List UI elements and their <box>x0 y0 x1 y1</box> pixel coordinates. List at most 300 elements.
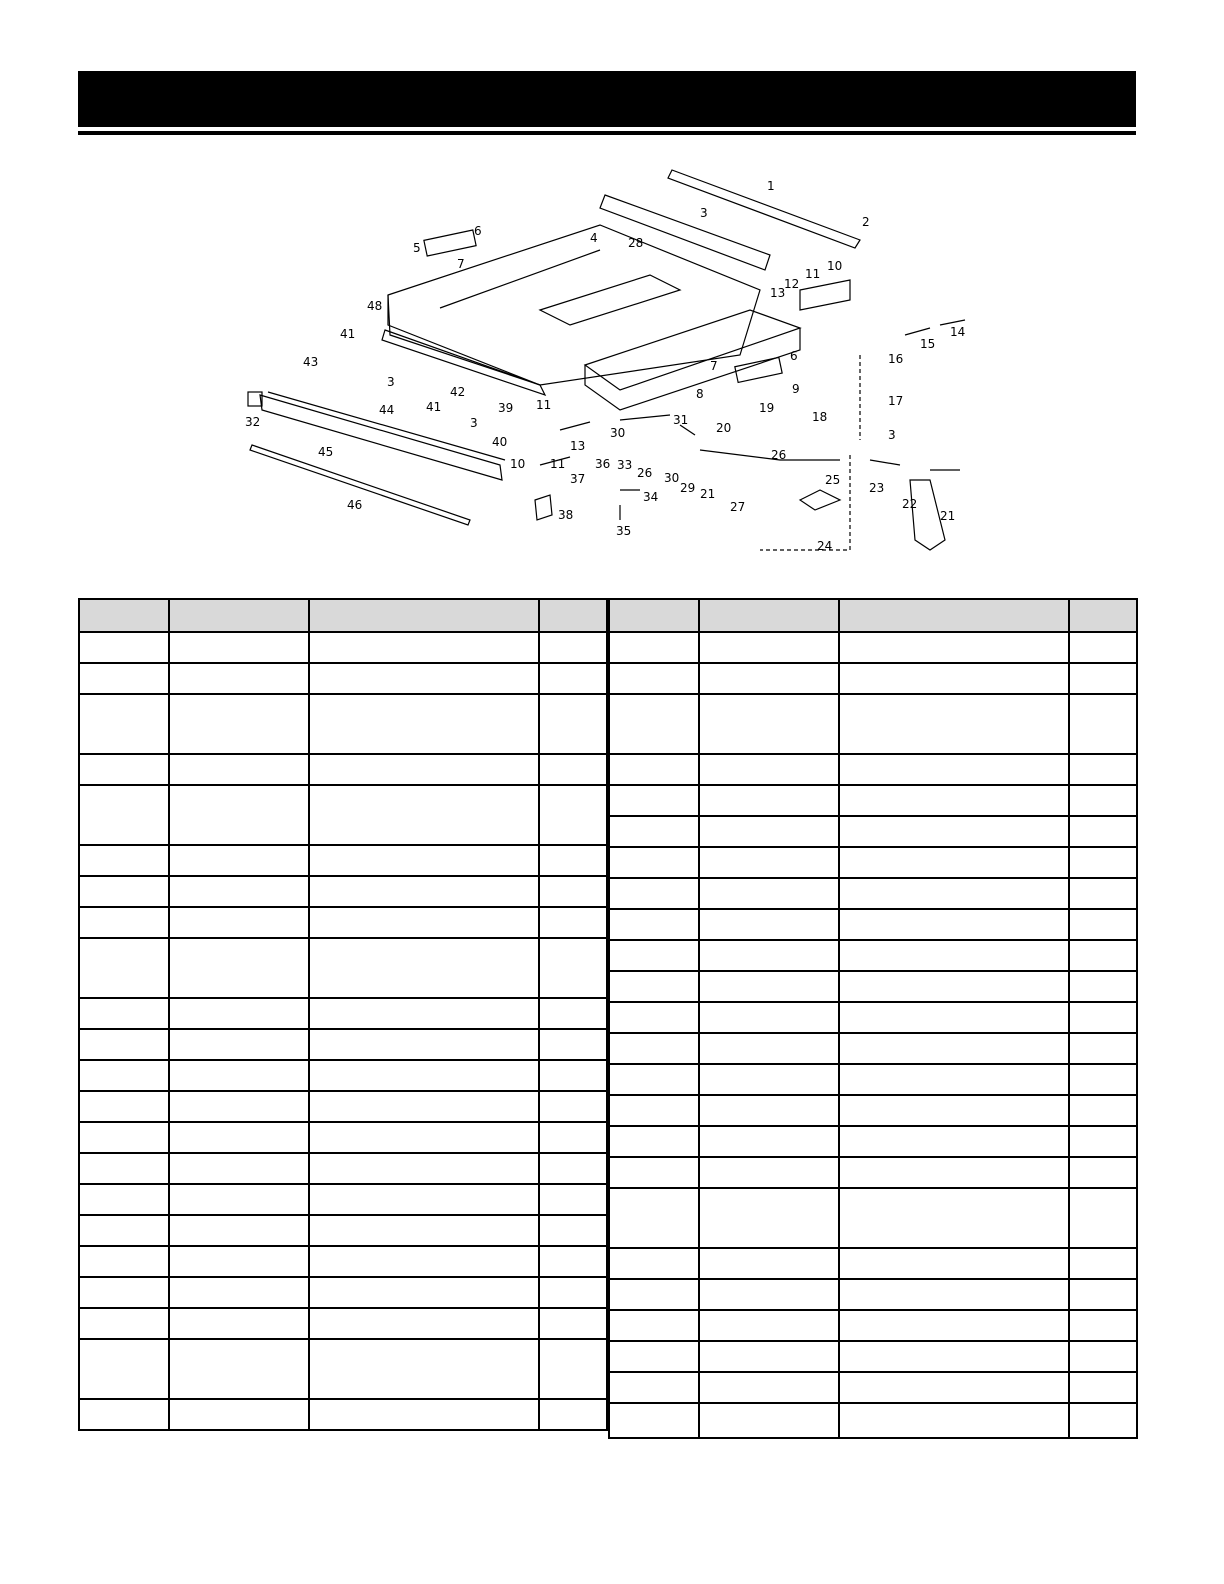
table-cell <box>699 1403 839 1438</box>
table-cell <box>699 940 839 971</box>
table-cell <box>309 1215 539 1246</box>
table-cell <box>539 876 607 907</box>
callout-8: 8 <box>696 387 704 401</box>
table-cell <box>699 1279 839 1310</box>
callout-46: 46 <box>347 498 363 512</box>
callout-5: 5 <box>413 241 421 255</box>
table-cell <box>699 754 839 785</box>
table-cell <box>309 785 539 845</box>
table-cell <box>1069 1064 1137 1095</box>
table-cell <box>79 938 169 998</box>
table-row <box>79 754 607 785</box>
table-row <box>79 1122 607 1153</box>
callout-45: 45 <box>318 445 334 459</box>
table-cell <box>839 940 1069 971</box>
callout-38: 38 <box>558 508 574 522</box>
table-cell <box>309 1339 539 1399</box>
table-cell <box>839 1248 1069 1279</box>
table-cell <box>839 1033 1069 1064</box>
table-cell <box>839 1188 1069 1248</box>
table-cell <box>539 998 607 1029</box>
table-cell <box>79 663 169 694</box>
table-cell <box>1069 1279 1137 1310</box>
parts-list-left <box>78 598 608 1431</box>
table-row <box>79 1029 607 1060</box>
table-cell <box>169 694 309 754</box>
table-cell <box>1069 1033 1137 1064</box>
table-row <box>609 1126 1137 1157</box>
callout-32: 32 <box>245 415 261 429</box>
table-cell <box>839 663 1069 694</box>
table-cell <box>699 847 839 878</box>
table-cell <box>1069 632 1137 663</box>
table-row <box>79 845 607 876</box>
callout-6b: 6 <box>790 349 798 363</box>
table-cell <box>839 909 1069 940</box>
table-cell <box>309 938 539 998</box>
callout-20: 20 <box>716 421 732 435</box>
table-cell <box>539 1246 607 1277</box>
table-cell <box>1069 878 1137 909</box>
callout-18: 18 <box>812 410 828 424</box>
table-cell <box>699 1033 839 1064</box>
table-cell <box>539 632 607 663</box>
callout-48: 48 <box>367 299 383 313</box>
table-cell <box>169 663 309 694</box>
table-row <box>79 1060 607 1091</box>
table-cell <box>1069 971 1137 1002</box>
callout-44: 44 <box>379 403 395 417</box>
table-cell <box>309 1122 539 1153</box>
callout-34: 34 <box>643 490 659 504</box>
table-cell <box>79 1029 169 1060</box>
table-row <box>79 632 607 663</box>
header-cell <box>699 599 839 632</box>
table-row <box>79 694 607 754</box>
callout-10: 10 <box>827 259 843 273</box>
table-cell <box>1069 1403 1137 1438</box>
table-row <box>609 694 1137 754</box>
table-cell <box>1069 1002 1137 1033</box>
table-cell <box>699 1372 839 1403</box>
table-cell <box>79 632 169 663</box>
table-cell <box>699 1188 839 1248</box>
table-cell <box>309 1308 539 1339</box>
callout-31: 31 <box>673 413 689 427</box>
table-cell <box>839 1279 1069 1310</box>
table-cell <box>699 663 839 694</box>
table-cell <box>539 1215 607 1246</box>
table-cell <box>539 1029 607 1060</box>
table-cell <box>609 663 699 694</box>
table-cell <box>699 694 839 754</box>
table-cell <box>839 1002 1069 1033</box>
table-cell <box>699 1064 839 1095</box>
table-cell <box>539 663 607 694</box>
table-cell <box>839 1157 1069 1188</box>
table-cell <box>539 1308 607 1339</box>
table-cell <box>309 1091 539 1122</box>
table-cell <box>79 1308 169 1339</box>
table-cell <box>1069 940 1137 971</box>
table-cell <box>1069 1310 1137 1341</box>
table-row <box>79 1153 607 1184</box>
callout-11c: 11 <box>550 457 566 471</box>
table-row <box>79 1215 607 1246</box>
table-cell <box>839 1064 1069 1095</box>
table-cell <box>699 1002 839 1033</box>
table-row <box>79 1246 607 1277</box>
table-cell <box>699 1157 839 1188</box>
table-cell <box>79 998 169 1029</box>
table-row <box>609 940 1137 971</box>
table-cell <box>699 1126 839 1157</box>
table-cell <box>79 1184 169 1215</box>
table-cell <box>839 1372 1069 1403</box>
table-cell <box>839 1126 1069 1157</box>
table-cell <box>79 694 169 754</box>
table-cell <box>609 1095 699 1126</box>
table-cell <box>699 816 839 847</box>
table-cell <box>609 847 699 878</box>
table-row <box>609 816 1137 847</box>
table-cell <box>1069 1126 1137 1157</box>
table-cell <box>169 1029 309 1060</box>
callout-11: 11 <box>805 267 821 281</box>
callout-3: 3 <box>700 206 708 220</box>
table-cell <box>1069 1341 1137 1372</box>
table-cell <box>609 1248 699 1279</box>
table-cell <box>609 878 699 909</box>
table-row <box>609 1033 1137 1064</box>
exploded-parts-diagram <box>240 160 980 560</box>
table-cell <box>79 785 169 845</box>
callout-10b: 10 <box>510 457 526 471</box>
table-cell <box>539 785 607 845</box>
table-cell <box>609 1002 699 1033</box>
header-cell <box>839 599 1069 632</box>
table-cell <box>839 785 1069 816</box>
table-row <box>79 663 607 694</box>
table-cell <box>79 754 169 785</box>
callout-7: 7 <box>457 257 465 271</box>
table-cell <box>839 847 1069 878</box>
table-cell <box>309 754 539 785</box>
table-row <box>79 1339 607 1399</box>
table-cell <box>169 845 309 876</box>
table-cell <box>309 1277 539 1308</box>
table-cell <box>169 1122 309 1153</box>
callout-26: 26 <box>771 448 787 462</box>
callout-3d: 3 <box>470 416 478 430</box>
table-cell <box>539 1277 607 1308</box>
callout-7b: 7 <box>710 359 718 373</box>
callout-41b: 41 <box>426 400 442 414</box>
table-cell <box>539 1399 607 1430</box>
table-cell <box>169 1153 309 1184</box>
table-cell <box>539 1153 607 1184</box>
table-cell <box>1069 694 1137 754</box>
callout-42: 42 <box>450 385 466 399</box>
callout-17: 17 <box>888 394 904 408</box>
callout-22: 22 <box>902 497 918 511</box>
callout-9: 9 <box>792 382 800 396</box>
callout-16: 16 <box>888 352 904 366</box>
table-row <box>609 1002 1137 1033</box>
callout-36: 36 <box>595 457 611 471</box>
table-row <box>609 1064 1137 1095</box>
header-cell <box>609 599 699 632</box>
table-cell <box>79 1246 169 1277</box>
table-cell <box>609 1310 699 1341</box>
table-cell <box>839 1341 1069 1372</box>
table-cell <box>169 1246 309 1277</box>
callout-13b: 13 <box>570 439 586 453</box>
table-row <box>609 1279 1137 1310</box>
table-cell <box>539 1122 607 1153</box>
callout-15: 15 <box>920 337 936 351</box>
table-cell <box>169 938 309 998</box>
callout-25: 25 <box>825 473 841 487</box>
table-row <box>609 909 1137 940</box>
table-cell <box>609 1064 699 1095</box>
table-row <box>609 1248 1137 1279</box>
table-row <box>609 971 1137 1002</box>
table-cell <box>609 909 699 940</box>
header-cell <box>1069 599 1137 632</box>
table-cell <box>609 785 699 816</box>
table-cell <box>1069 1095 1137 1126</box>
callout-12: 12 <box>784 277 800 291</box>
table-cell <box>539 1060 607 1091</box>
callout-37: 37 <box>570 472 586 486</box>
table-cell <box>539 1091 607 1122</box>
table-row <box>609 1403 1137 1438</box>
table-cell <box>699 632 839 663</box>
table-row <box>609 1372 1137 1403</box>
callout-24: 24 <box>817 539 833 553</box>
table-cell <box>699 1095 839 1126</box>
table-cell <box>839 971 1069 1002</box>
table-cell <box>839 1310 1069 1341</box>
callout-39: 39 <box>498 401 514 415</box>
table-cell <box>609 1403 699 1438</box>
table-cell <box>1069 816 1137 847</box>
table-cell <box>609 1341 699 1372</box>
table-cell <box>609 1033 699 1064</box>
table-cell <box>1069 663 1137 694</box>
table-cell <box>169 1339 309 1399</box>
callout-33: 33 <box>617 458 633 472</box>
table-cell <box>169 1215 309 1246</box>
table-cell <box>539 907 607 938</box>
callout-30: 30 <box>610 426 626 440</box>
table-cell <box>309 845 539 876</box>
table-cell <box>169 632 309 663</box>
table-cell <box>1069 909 1137 940</box>
table-row <box>609 847 1137 878</box>
table-cell <box>609 940 699 971</box>
table-cell <box>169 1399 309 1430</box>
callout-41: 41 <box>340 327 356 341</box>
callout-43: 43 <box>303 355 319 369</box>
table-cell <box>699 1310 839 1341</box>
callout-28: 28 <box>628 236 644 250</box>
table-header-row <box>79 599 607 632</box>
table-cell <box>609 1126 699 1157</box>
table-cell <box>79 1153 169 1184</box>
table-cell <box>699 909 839 940</box>
table-cell <box>839 694 1069 754</box>
callout-21b: 21 <box>940 509 956 523</box>
callout-2: 2 <box>862 215 870 229</box>
table-header-row <box>609 599 1137 632</box>
table-cell <box>1069 1157 1137 1188</box>
table-row <box>609 1157 1137 1188</box>
table-cell <box>309 907 539 938</box>
callout-6: 6 <box>474 224 482 238</box>
table-cell <box>169 785 309 845</box>
table-row <box>609 663 1137 694</box>
header-cell <box>169 599 309 632</box>
header-rule <box>78 131 1136 135</box>
table-row <box>609 632 1137 663</box>
table-cell <box>609 694 699 754</box>
table-cell <box>79 907 169 938</box>
table-cell <box>79 1215 169 1246</box>
table-cell <box>169 907 309 938</box>
callout-13: 13 <box>770 286 786 300</box>
table-cell <box>839 1403 1069 1438</box>
table-cell <box>79 1060 169 1091</box>
table-cell <box>1069 1372 1137 1403</box>
header-cell <box>309 599 539 632</box>
table-cell <box>169 754 309 785</box>
table-cell <box>169 1277 309 1308</box>
table-row <box>79 1308 607 1339</box>
table-row <box>609 1095 1137 1126</box>
callout-11b: 11 <box>536 398 552 412</box>
table-cell <box>309 1184 539 1215</box>
table-cell <box>169 1308 309 1339</box>
table-cell <box>609 816 699 847</box>
table-cell <box>609 971 699 1002</box>
table-cell <box>539 694 607 754</box>
table-cell <box>309 1246 539 1277</box>
table-row <box>609 754 1137 785</box>
table-cell <box>699 1341 839 1372</box>
callout-4: 4 <box>590 231 598 245</box>
parts-list-right <box>608 598 1138 1439</box>
table-cell <box>169 1060 309 1091</box>
table-cell <box>609 1372 699 1403</box>
table-cell <box>699 971 839 1002</box>
table-cell <box>79 1277 169 1308</box>
table-row <box>79 876 607 907</box>
table-cell <box>79 845 169 876</box>
table-cell <box>309 1399 539 1430</box>
callout-1: 1 <box>767 179 775 193</box>
table-row <box>79 998 607 1029</box>
callout-27: 27 <box>730 500 746 514</box>
table-row <box>609 1310 1137 1341</box>
callout-30b: 30 <box>664 471 680 485</box>
table-cell <box>1069 785 1137 816</box>
table-cell <box>309 663 539 694</box>
table-cell <box>839 878 1069 909</box>
table-cell <box>539 938 607 998</box>
table-cell <box>79 1339 169 1399</box>
table-cell <box>1069 847 1137 878</box>
table-cell <box>539 754 607 785</box>
table-cell <box>79 1091 169 1122</box>
table-row <box>79 907 607 938</box>
table-row <box>79 1399 607 1430</box>
callout-21: 21 <box>700 487 716 501</box>
callout-3c: 3 <box>387 375 395 389</box>
table-cell <box>309 998 539 1029</box>
table-row <box>79 785 607 845</box>
table-cell <box>539 1339 607 1399</box>
callout-35: 35 <box>616 524 632 538</box>
table-cell <box>839 632 1069 663</box>
header-cell <box>539 599 607 632</box>
table-cell <box>1069 1188 1137 1248</box>
table-cell <box>609 1279 699 1310</box>
callout-23: 23 <box>869 481 885 495</box>
table-row <box>79 1277 607 1308</box>
table-cell <box>79 1122 169 1153</box>
table-cell <box>79 1399 169 1430</box>
table-cell <box>309 632 539 663</box>
table-cell <box>169 998 309 1029</box>
table-row <box>609 878 1137 909</box>
table-cell <box>1069 754 1137 785</box>
table-cell <box>309 694 539 754</box>
table-cell <box>699 785 839 816</box>
section-header-bar <box>78 71 1136 127</box>
callout-40: 40 <box>492 435 508 449</box>
table-cell <box>79 876 169 907</box>
callout-26b: 26 <box>637 466 653 480</box>
header-cell <box>79 599 169 632</box>
table-cell <box>309 1060 539 1091</box>
table-row <box>79 1184 607 1215</box>
table-cell <box>309 1153 539 1184</box>
callout-14: 14 <box>950 325 966 339</box>
table-cell <box>309 876 539 907</box>
table-cell <box>609 632 699 663</box>
callout-29: 29 <box>680 481 696 495</box>
table-row <box>609 785 1137 816</box>
table-cell <box>609 1157 699 1188</box>
table-cell <box>169 876 309 907</box>
table-row <box>79 1091 607 1122</box>
table-cell <box>539 1184 607 1215</box>
table-cell <box>609 754 699 785</box>
table-cell <box>539 845 607 876</box>
table-row <box>609 1188 1137 1248</box>
callout-19: 19 <box>759 401 775 415</box>
table-cell <box>839 816 1069 847</box>
table-cell <box>1069 1248 1137 1279</box>
table-cell <box>839 754 1069 785</box>
table-cell <box>169 1091 309 1122</box>
table-row <box>79 938 607 998</box>
table-cell <box>609 1188 699 1248</box>
table-cell <box>169 1184 309 1215</box>
table-row <box>609 1341 1137 1372</box>
